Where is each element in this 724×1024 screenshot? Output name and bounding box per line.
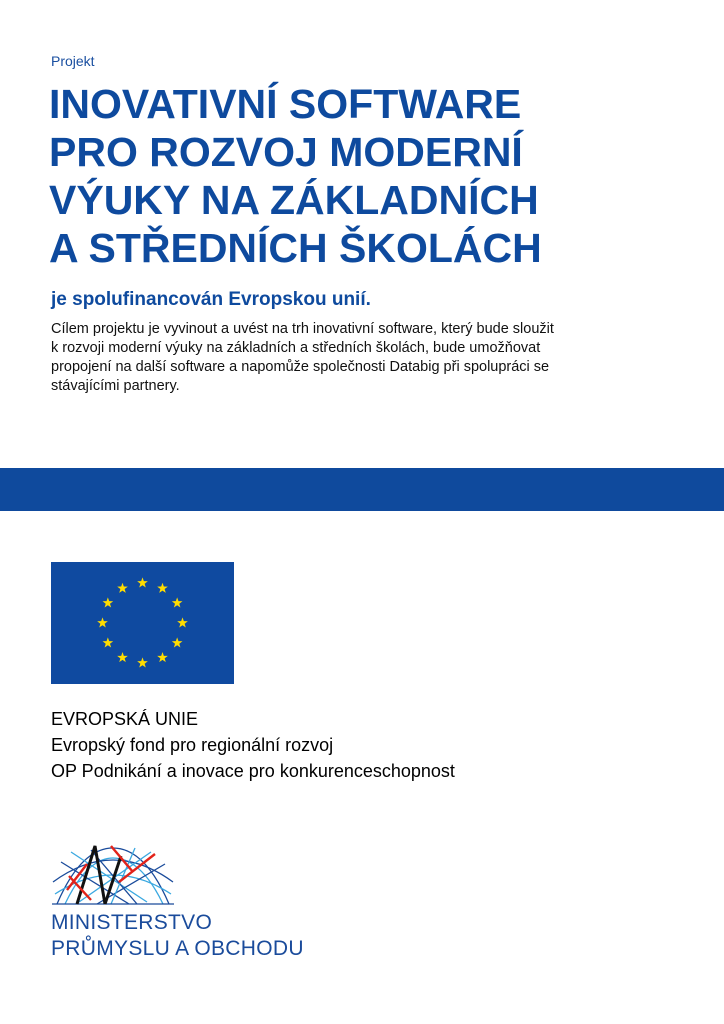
project-description bbox=[51, 320, 651, 396]
blue-band bbox=[0, 468, 724, 511]
mpo-globe-logo-icon bbox=[51, 842, 175, 906]
title-line: VÝUKY NA ZÁKLADNÍCH bbox=[49, 177, 539, 223]
page-title bbox=[49, 80, 709, 272]
subtitle: je spolufinancován Evropskou unií. bbox=[51, 289, 371, 310]
title-line: A STŘEDNÍCH ŠKOLÁCH bbox=[49, 225, 542, 271]
description-line: propojení na další software a napomůže společnosti Databig při spolupráci se bbox=[51, 359, 550, 375]
ministry-line: MINISTERSTVO bbox=[51, 911, 213, 934]
eu-line: OP Podnikání a inovace pro konkurenceschopnost bbox=[51, 761, 455, 781]
eu-text-block bbox=[51, 706, 455, 784]
eu-flag-icon bbox=[51, 562, 234, 684]
description-line: Cílem projektu je vyvinout a uvést na trh inovativní software, který bude sloužit bbox=[51, 321, 554, 337]
description-line: k rozvoji moderní výuky na základních a středních školách, bude umožňovat bbox=[51, 340, 541, 356]
ministry-name bbox=[51, 910, 304, 962]
eu-line: Evropský fond pro regionální rozvoj bbox=[51, 735, 334, 755]
title-line: INOVATIVNÍ SOFTWARE bbox=[49, 81, 522, 127]
ministry-line: PRŮMYSLU A OBCHODU bbox=[51, 937, 304, 960]
project-label: Projekt bbox=[51, 53, 95, 69]
description-line: stávajícími partnery. bbox=[51, 378, 180, 394]
title-line: PRO ROZVOJ MODERNÍ bbox=[49, 129, 523, 175]
eu-line: EVROPSKÁ UNIE bbox=[51, 709, 199, 729]
